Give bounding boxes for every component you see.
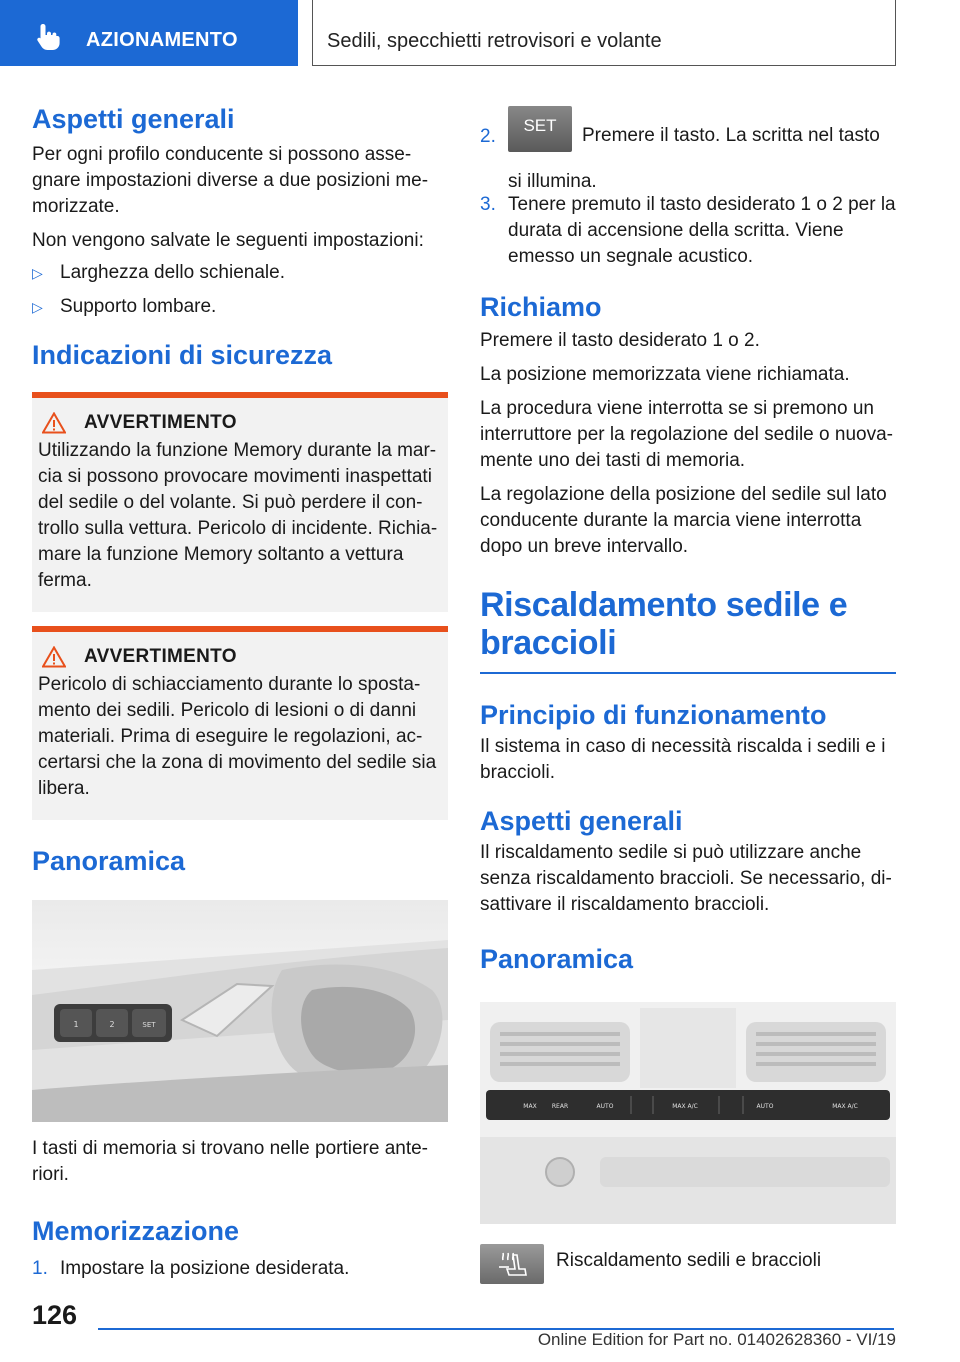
heading-panoramica: Panoramica xyxy=(32,846,186,876)
warning-triangle-icon xyxy=(42,646,66,668)
left-column xyxy=(32,98,448,1282)
list-item: ▷ Larghezza dello schienale. xyxy=(32,260,448,286)
heading-principio: Principio di funzionamento xyxy=(480,700,827,730)
heading-rule xyxy=(480,672,896,674)
warning-triangle-icon xyxy=(42,412,66,434)
climate-panel-photo xyxy=(480,1002,896,1224)
heading-aspetti-generali-2: Aspetti generali xyxy=(480,806,683,836)
warning-box xyxy=(32,626,448,820)
panel-label-auto: AUTO xyxy=(596,1103,614,1110)
list-item: ▷ Supporto lombare. xyxy=(32,294,448,320)
door-memory-buttons-photo xyxy=(32,900,448,1122)
legend-text: Riscaldamento sedili e braccioli xyxy=(556,1250,822,1271)
paragraph: Per ogni profilo conducente si possono asse-gnare impostazioni diverse a due posizioni me-morizzate. xyxy=(32,144,429,217)
right-column xyxy=(480,106,896,1284)
memory-key-set-label: SET xyxy=(142,1021,156,1029)
chapter-tab xyxy=(0,0,298,66)
paragraph: La regolazione della posizione del sedile sul lato conducente durante la marcia viene interrotta dopo un breve intervallo. xyxy=(480,484,887,557)
step-item: 1. Impostare la posizione desiderata. xyxy=(32,1258,350,1279)
warning-title: AVVERTIMENTO xyxy=(84,646,237,667)
panel-label-max: MAX xyxy=(523,1103,537,1110)
heading-richiamo: Richiamo xyxy=(480,292,602,322)
step-item: 2. SET Premere il tasto. La scritta nel tasto si illumina. xyxy=(480,106,896,178)
heading-panoramica-2: Panoramica xyxy=(480,944,634,974)
climate-panel-illustration xyxy=(480,1002,896,1224)
warning-text: Utilizzando la funzione Memory durante la mar-cia si possono provocare movimenti inaspettati del sedile o del volante. Si può perdere il con-trollo sulla vettura. Pericolo di incidente. Richia-mare la funzione Memory soltanto a vettura ferma. xyxy=(38,440,438,591)
heading-aspetti-generali: Aspetti generali xyxy=(32,104,235,134)
section-title: Sedili, specchietti retrovisori e volante xyxy=(327,30,662,52)
chapter-title: AZIONAMENTO xyxy=(86,29,238,51)
footer-edition: Online Edition for Part no. 01402628360 - VI/19 xyxy=(537,1330,896,1349)
paragraph: Il riscaldamento sedile si può utilizzare anche senza riscaldamento braccioli. Se necessario, di-sattivare il riscaldamento braccioli. xyxy=(480,842,892,915)
panel-label-rear: REAR xyxy=(551,1103,569,1110)
section-box xyxy=(312,0,896,66)
heading-indicazioni-sicurezza: Indicazioni di sicurezza xyxy=(32,340,333,370)
panel-label-auto-2: AUTO xyxy=(756,1103,774,1110)
warning-text: Pericolo di schiacciamento durante lo sposta-mento dei sedili. Pericolo di lesioni o di danni materiali. Prima di eseguire le regolazioni, ac-certarsi che la zona di movimento del sedile sia libera. xyxy=(38,674,437,799)
panel-label-maxac: MAX A/C xyxy=(672,1103,698,1110)
triangle-bullet-icon: ▷ xyxy=(32,299,43,315)
heading-riscaldamento: Riscaldamento sedile e braccioli xyxy=(480,586,848,662)
set-key-icon: SET xyxy=(508,106,572,152)
memory-key-1-label: 1 xyxy=(73,1020,79,1029)
page-header xyxy=(0,0,960,66)
seat-heating-icon xyxy=(480,1244,544,1284)
door-panel-illustration xyxy=(32,900,448,1122)
panel-label-maxac-2: MAX A/C xyxy=(832,1103,858,1110)
paragraph: La procedura viene interrotta se si premono un interruttore per la regolazione del sedile o nuova-mente uno dei tasti di memoria. xyxy=(480,398,893,471)
memory-key-2-label: 2 xyxy=(109,1020,115,1029)
paragraph: Non vengono salvate le seguenti impostazioni: xyxy=(32,230,424,251)
step-item: 3. Tenere premuto il tasto desiderato 1 o 2 per la durata di accensione della scritta. Viene emesso un segnale acustico. xyxy=(480,194,896,267)
paragraph: La posizione memorizzata viene richiamata. xyxy=(480,364,850,385)
photo-caption: I tasti di memoria si trovano nelle portiere ante-riori. xyxy=(32,1138,429,1185)
warning-title: AVVERTIMENTO xyxy=(84,412,237,433)
paragraph: Il sistema in caso di necessità riscalda i sedili e i braccioli. xyxy=(480,736,886,783)
triangle-bullet-icon: ▷ xyxy=(32,265,43,281)
warning-box xyxy=(32,392,448,612)
paragraph: Premere il tasto desiderato 1 o 2. xyxy=(480,330,760,351)
legend-row xyxy=(480,1244,896,1284)
hand-pointer-icon xyxy=(34,22,64,52)
page-number: 126 xyxy=(32,1300,78,1330)
heading-memorizzazione: Memorizzazione xyxy=(32,1216,240,1246)
